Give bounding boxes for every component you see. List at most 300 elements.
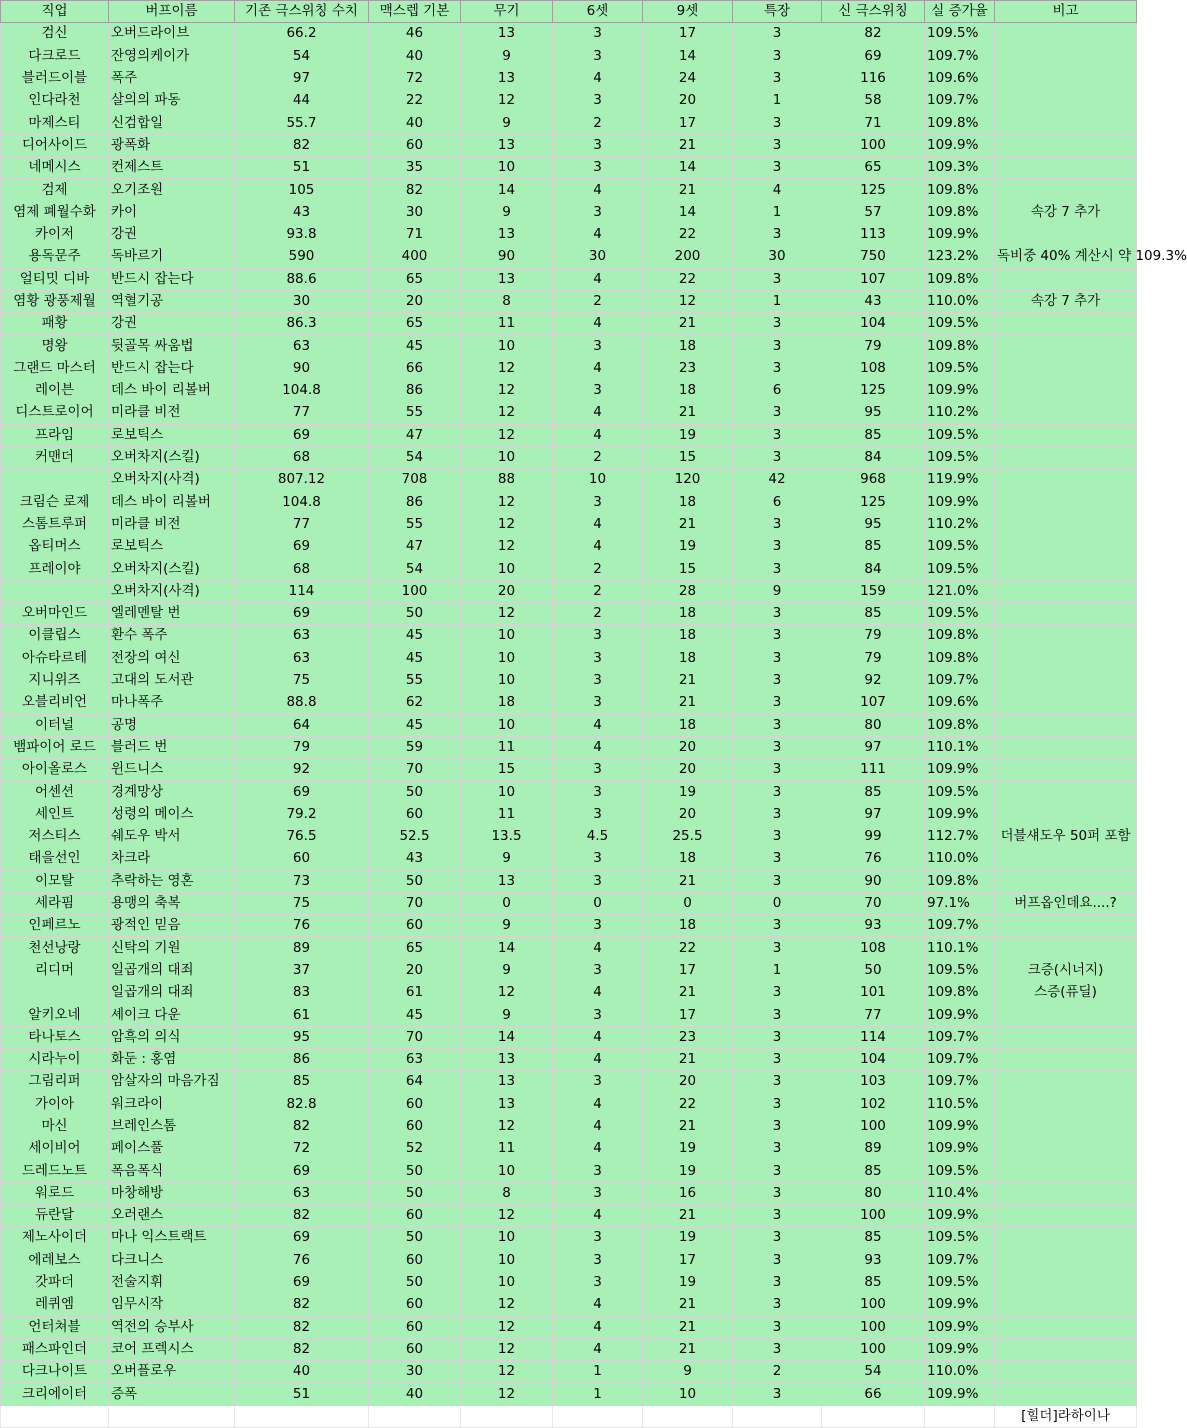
cell-feat[interactable]: 3 <box>733 67 822 89</box>
cell-weapon[interactable]: 11 <box>461 803 553 825</box>
cell-new[interactable]: 97 <box>822 803 925 825</box>
cell-job[interactable]: 인페르노 <box>1 915 109 937</box>
cell-new[interactable]: 85 <box>822 1227 925 1249</box>
cell-buff[interactable]: 윈드니스 <box>109 759 235 781</box>
cell-new[interactable]: 125 <box>822 380 925 402</box>
cell-rate[interactable]: 109.9% <box>925 380 995 402</box>
cell-old[interactable]: 104.8 <box>235 380 369 402</box>
cell-job[interactable]: 패황 <box>1 313 109 335</box>
cell-note[interactable] <box>995 558 1137 580</box>
cell-old[interactable]: 69 <box>235 1160 369 1182</box>
cell[interactable] <box>461 1405 553 1427</box>
cell-old[interactable]: 82 <box>235 1205 369 1227</box>
cell-new[interactable]: 85 <box>822 424 925 446</box>
cell-max[interactable]: 70 <box>369 759 461 781</box>
cell-set6[interactable]: 3 <box>553 134 643 156</box>
cell-new[interactable]: 92 <box>822 669 925 691</box>
cell-set6[interactable]: 4.5 <box>553 825 643 847</box>
cell-set6[interactable]: 2 <box>553 112 643 134</box>
cell-set9[interactable]: 19 <box>643 1160 733 1182</box>
cell-set9[interactable]: 21 <box>643 982 733 1004</box>
cell-new[interactable]: 100 <box>822 1294 925 1316</box>
cell-buff[interactable]: 역혈기공 <box>109 290 235 312</box>
cell-rate[interactable]: 109.9% <box>925 223 995 245</box>
cell-max[interactable]: 65 <box>369 937 461 959</box>
cell[interactable] <box>553 1405 643 1427</box>
cell-old[interactable]: 43 <box>235 201 369 223</box>
cell-set6[interactable]: 3 <box>553 201 643 223</box>
cell-max[interactable]: 50 <box>369 1160 461 1182</box>
cell-job[interactable]: 다크나이트 <box>1 1361 109 1383</box>
cell-rate[interactable]: 109.8% <box>925 982 995 1004</box>
cell-set6[interactable]: 4 <box>553 1093 643 1115</box>
cell-new[interactable]: 968 <box>822 469 925 491</box>
cell-feat[interactable]: 3 <box>733 1338 822 1360</box>
cell-buff[interactable]: 광폭화 <box>109 134 235 156</box>
cell-note[interactable] <box>995 937 1137 959</box>
cell-max[interactable]: 60 <box>369 1338 461 1360</box>
cell-rate[interactable]: 109.9% <box>925 134 995 156</box>
cell-set9[interactable]: 19 <box>643 1271 733 1293</box>
cell-set9[interactable]: 25.5 <box>643 825 733 847</box>
cell-rate[interactable]: 110.0% <box>925 290 995 312</box>
cell-feat[interactable]: 3 <box>733 937 822 959</box>
cell-note[interactable] <box>995 1071 1137 1093</box>
cell-note[interactable] <box>995 1004 1137 1026</box>
cell-old[interactable]: 79 <box>235 736 369 758</box>
cell-feat[interactable]: 3 <box>733 513 822 535</box>
cell-job[interactable]: 세이비어 <box>1 1138 109 1160</box>
cell-buff[interactable]: 고대의 도서관 <box>109 669 235 691</box>
cell-new[interactable]: 100 <box>822 1338 925 1360</box>
cell-set9[interactable]: 21 <box>643 179 733 201</box>
cell-max[interactable]: 60 <box>369 1316 461 1338</box>
cell-buff[interactable]: 카이 <box>109 201 235 223</box>
cell-note[interactable] <box>995 1160 1137 1182</box>
cell-feat[interactable]: 3 <box>733 1316 822 1338</box>
cell-old[interactable]: 66.2 <box>235 23 369 45</box>
cell-buff[interactable]: 용맹의 축복 <box>109 892 235 914</box>
cell-rate[interactable]: 123.2% <box>925 246 995 268</box>
cell-set6[interactable]: 4 <box>553 268 643 290</box>
cell-feat[interactable]: 6 <box>733 380 822 402</box>
cell-max[interactable]: 22 <box>369 90 461 112</box>
cell-set9[interactable]: 21 <box>643 1115 733 1137</box>
cell-rate[interactable]: 109.5% <box>925 446 995 468</box>
cell-note[interactable] <box>995 513 1137 535</box>
cell-buff[interactable]: 성령의 메이스 <box>109 803 235 825</box>
cell-rate[interactable]: 109.5% <box>925 959 995 981</box>
cell-buff[interactable]: 미라클 비전 <box>109 402 235 424</box>
cell-job[interactable]: 오버마인드 <box>1 603 109 625</box>
cell-feat[interactable]: 9 <box>733 580 822 602</box>
cell-old[interactable]: 30 <box>235 290 369 312</box>
cell-feat[interactable]: 3 <box>733 759 822 781</box>
cell-buff[interactable]: 오버드라이브 <box>109 23 235 45</box>
cell-max[interactable]: 70 <box>369 1026 461 1048</box>
cell-new[interactable]: 93 <box>822 915 925 937</box>
cell-set6[interactable]: 4 <box>553 536 643 558</box>
cell-job[interactable]: 아슈타르테 <box>1 647 109 669</box>
cell-feat[interactable]: 3 <box>733 603 822 625</box>
cell-weapon[interactable]: 10 <box>461 781 553 803</box>
cell-feat[interactable]: 3 <box>733 1026 822 1048</box>
cell-max[interactable]: 47 <box>369 424 461 446</box>
cell-note[interactable] <box>995 179 1137 201</box>
cell-set9[interactable]: 18 <box>643 380 733 402</box>
cell-job[interactable]: 어센션 <box>1 781 109 803</box>
cell-old[interactable]: 82 <box>235 1294 369 1316</box>
cell-set9[interactable]: 20 <box>643 736 733 758</box>
cell-rate[interactable]: 109.8% <box>925 179 995 201</box>
cell-note[interactable] <box>995 157 1137 179</box>
cell-feat[interactable]: 3 <box>733 424 822 446</box>
cell-feat[interactable]: 0 <box>733 892 822 914</box>
cell-buff[interactable]: 공명 <box>109 714 235 736</box>
cell-max[interactable]: 45 <box>369 1004 461 1026</box>
cell-set9[interactable]: 21 <box>643 1294 733 1316</box>
cell-set9[interactable]: 14 <box>643 201 733 223</box>
cell-new[interactable]: 97 <box>822 736 925 758</box>
cell-note[interactable] <box>995 1383 1137 1405</box>
cell-set9[interactable]: 21 <box>643 669 733 691</box>
cell-new[interactable]: 125 <box>822 491 925 513</box>
cell-job[interactable]: 뱀파이어 로드 <box>1 736 109 758</box>
cell-job[interactable]: 마제스티 <box>1 112 109 134</box>
cell-old[interactable]: 77 <box>235 513 369 535</box>
cell-feat[interactable]: 3 <box>733 669 822 691</box>
cell-set6[interactable]: 4 <box>553 937 643 959</box>
cell-set9[interactable]: 20 <box>643 803 733 825</box>
cell-set9[interactable]: 21 <box>643 1205 733 1227</box>
cell-weapon[interactable]: 12 <box>461 402 553 424</box>
cell-set9[interactable]: 18 <box>643 491 733 513</box>
cell-set9[interactable]: 21 <box>643 313 733 335</box>
cell-weapon[interactable]: 12 <box>461 357 553 379</box>
cell-set9[interactable]: 18 <box>643 714 733 736</box>
cell-rate[interactable]: 109.5% <box>925 1227 995 1249</box>
cell-note[interactable] <box>995 1316 1137 1338</box>
cell-job[interactable]: 그랜드 마스터 <box>1 357 109 379</box>
cell-new[interactable]: 100 <box>822 1205 925 1227</box>
cell-buff[interactable]: 광적인 믿음 <box>109 915 235 937</box>
cell-job[interactable]: 명왕 <box>1 335 109 357</box>
cell-buff[interactable]: 신검합일 <box>109 112 235 134</box>
cell-weapon[interactable]: 10 <box>461 335 553 357</box>
cell-set6[interactable]: 3 <box>553 915 643 937</box>
cell-set6[interactable]: 3 <box>553 1227 643 1249</box>
cell-feat[interactable]: 3 <box>733 714 822 736</box>
cell-new[interactable]: 43 <box>822 290 925 312</box>
cell-new[interactable]: 66 <box>822 1383 925 1405</box>
cell-feat[interactable]: 1 <box>733 90 822 112</box>
cell-max[interactable]: 62 <box>369 692 461 714</box>
cell-set6[interactable]: 3 <box>553 23 643 45</box>
cell-note[interactable] <box>995 1093 1137 1115</box>
cell-weapon[interactable]: 13 <box>461 1048 553 1070</box>
cell-note[interactable] <box>995 669 1137 691</box>
cell-new[interactable]: 54 <box>822 1361 925 1383</box>
cell-job[interactable]: 갓파더 <box>1 1271 109 1293</box>
cell[interactable] <box>925 1405 995 1427</box>
cell-set6[interactable]: 3 <box>553 380 643 402</box>
cell-rate[interactable]: 110.5% <box>925 1093 995 1115</box>
cell-rate[interactable]: 109.7% <box>925 1071 995 1093</box>
cell-new[interactable]: 84 <box>822 446 925 468</box>
cell-weapon[interactable]: 9 <box>461 45 553 67</box>
cell-max[interactable]: 50 <box>369 603 461 625</box>
cell-rate[interactable]: 109.7% <box>925 1249 995 1271</box>
cell-set9[interactable]: 23 <box>643 357 733 379</box>
cell-note[interactable] <box>995 1361 1137 1383</box>
cell-new[interactable]: 107 <box>822 692 925 714</box>
cell-old[interactable]: 92 <box>235 759 369 781</box>
cell-new[interactable]: 85 <box>822 1160 925 1182</box>
cell-rate[interactable]: 109.8% <box>925 201 995 223</box>
cell-max[interactable]: 40 <box>369 45 461 67</box>
cell-job[interactable]: 인다라천 <box>1 90 109 112</box>
cell-new[interactable]: 76 <box>822 848 925 870</box>
cell-job[interactable]: 패스파인더 <box>1 1338 109 1360</box>
cell-buff[interactable]: 환수 폭주 <box>109 625 235 647</box>
cell-buff[interactable]: 폭주 <box>109 67 235 89</box>
cell-weapon[interactable]: 12 <box>461 1338 553 1360</box>
cell-job[interactable]: 레퀴엠 <box>1 1294 109 1316</box>
cell-new[interactable]: 100 <box>822 134 925 156</box>
cell-old[interactable]: 69 <box>235 603 369 625</box>
cell-weapon[interactable]: 12 <box>461 491 553 513</box>
cell-buff[interactable]: 오버플로우 <box>109 1361 235 1383</box>
cell-set6[interactable]: 4 <box>553 1316 643 1338</box>
cell-feat[interactable]: 3 <box>733 848 822 870</box>
cell-weapon[interactable]: 10 <box>461 625 553 647</box>
cell-max[interactable]: 86 <box>369 491 461 513</box>
cell-rate[interactable]: 109.8% <box>925 268 995 290</box>
cell-max[interactable]: 35 <box>369 157 461 179</box>
cell-old[interactable]: 61 <box>235 1004 369 1026</box>
cell-old[interactable]: 76.5 <box>235 825 369 847</box>
cell-new[interactable]: 113 <box>822 223 925 245</box>
cell-set9[interactable]: 20 <box>643 90 733 112</box>
cell-new[interactable]: 79 <box>822 625 925 647</box>
cell-rate[interactable]: 109.8% <box>925 647 995 669</box>
cell-feat[interactable]: 3 <box>733 1160 822 1182</box>
cell-job[interactable]: 레이븐 <box>1 380 109 402</box>
cell-note[interactable] <box>995 446 1137 468</box>
cell-job[interactable]: 듀란달 <box>1 1205 109 1227</box>
cell[interactable] <box>643 1405 733 1427</box>
cell-weapon[interactable]: 14 <box>461 937 553 959</box>
cell-set9[interactable]: 19 <box>643 536 733 558</box>
cell-weapon[interactable]: 18 <box>461 692 553 714</box>
cell-note[interactable] <box>995 268 1137 290</box>
cell-weapon[interactable]: 90 <box>461 246 553 268</box>
cell-set9[interactable]: 17 <box>643 1249 733 1271</box>
cell-job[interactable]: 시라누이 <box>1 1048 109 1070</box>
cell-rate[interactable]: 109.6% <box>925 67 995 89</box>
cell-buff[interactable]: 쉐도우 박서 <box>109 825 235 847</box>
cell-set6[interactable]: 3 <box>553 959 643 981</box>
cell-set9[interactable]: 17 <box>643 23 733 45</box>
cell-feat[interactable]: 3 <box>733 781 822 803</box>
cell-old[interactable]: 75 <box>235 669 369 691</box>
cell-weapon[interactable]: 14 <box>461 179 553 201</box>
cell-note[interactable] <box>995 781 1137 803</box>
cell-old[interactable]: 76 <box>235 915 369 937</box>
cell-feat[interactable]: 3 <box>733 692 822 714</box>
cell-buff[interactable]: 강권 <box>109 223 235 245</box>
cell-note[interactable]: 속강 7 추가 <box>995 201 1137 223</box>
cell-max[interactable]: 61 <box>369 982 461 1004</box>
cell-set9[interactable]: 12 <box>643 290 733 312</box>
cell-buff[interactable]: 뒷골목 싸움법 <box>109 335 235 357</box>
cell-note[interactable]: 버프옵인데요....? <box>995 892 1137 914</box>
cell-set9[interactable]: 16 <box>643 1182 733 1204</box>
cell-max[interactable]: 30 <box>369 201 461 223</box>
cell-buff[interactable]: 코어 프렉시스 <box>109 1338 235 1360</box>
cell-old[interactable]: 63 <box>235 335 369 357</box>
cell-buff[interactable]: 마창해방 <box>109 1182 235 1204</box>
cell-set6[interactable]: 3 <box>553 803 643 825</box>
cell-weapon[interactable]: 9 <box>461 112 553 134</box>
cell-job[interactable] <box>1 982 109 1004</box>
cell-old[interactable]: 97 <box>235 67 369 89</box>
cell-set6[interactable]: 0 <box>553 892 643 914</box>
cell-new[interactable]: 69 <box>822 45 925 67</box>
cell-job[interactable]: 염제 폐월수화 <box>1 201 109 223</box>
cell-buff[interactable]: 일곱개의 대죄 <box>109 959 235 981</box>
cell-rate[interactable]: 97.1% <box>925 892 995 914</box>
cell-buff[interactable]: 오버차지(사격) <box>109 580 235 602</box>
cell-rate[interactable]: 109.9% <box>925 1316 995 1338</box>
cell-set9[interactable]: 21 <box>643 692 733 714</box>
cell-set6[interactable]: 4 <box>553 223 643 245</box>
cell-new[interactable]: 79 <box>822 647 925 669</box>
cell-old[interactable]: 104.8 <box>235 491 369 513</box>
cell-max[interactable]: 50 <box>369 1182 461 1204</box>
cell-buff[interactable]: 마나폭주 <box>109 692 235 714</box>
cell-new[interactable]: 85 <box>822 1271 925 1293</box>
cell-job[interactable]: 세라핌 <box>1 892 109 914</box>
cell-old[interactable]: 105 <box>235 179 369 201</box>
cell-buff[interactable]: 증폭 <box>109 1383 235 1405</box>
cell-weapon[interactable]: 10 <box>461 1271 553 1293</box>
cell-new[interactable]: 159 <box>822 580 925 602</box>
cell-set6[interactable]: 2 <box>553 603 643 625</box>
cell-feat[interactable]: 3 <box>733 1294 822 1316</box>
cell-rate[interactable]: 109.7% <box>925 915 995 937</box>
cell-weapon[interactable]: 13.5 <box>461 825 553 847</box>
cell-note[interactable] <box>995 1182 1137 1204</box>
cell-new[interactable]: 82 <box>822 23 925 45</box>
cell-note[interactable] <box>995 580 1137 602</box>
cell-max[interactable]: 55 <box>369 402 461 424</box>
cell-new[interactable]: 85 <box>822 536 925 558</box>
cell-rate[interactable]: 110.4% <box>925 1182 995 1204</box>
cell-job[interactable]: 아이올로스 <box>1 759 109 781</box>
cell-job[interactable]: 프레이야 <box>1 558 109 580</box>
cell-new[interactable]: 80 <box>822 714 925 736</box>
cell-old[interactable]: 86.3 <box>235 313 369 335</box>
cell-note[interactable] <box>995 848 1137 870</box>
cell-new[interactable]: 101 <box>822 982 925 1004</box>
cell-buff[interactable]: 임무시작 <box>109 1294 235 1316</box>
cell-weapon[interactable]: 88 <box>461 469 553 491</box>
cell-set6[interactable]: 4 <box>553 67 643 89</box>
cell-buff[interactable]: 오버차지(스킬) <box>109 558 235 580</box>
cell-weapon[interactable]: 10 <box>461 1249 553 1271</box>
cell-job[interactable]: 염황 광풍제월 <box>1 290 109 312</box>
cell-note[interactable] <box>995 112 1137 134</box>
cell-job[interactable]: 알키오네 <box>1 1004 109 1026</box>
cell-new[interactable]: 85 <box>822 603 925 625</box>
cell-set6[interactable]: 3 <box>553 692 643 714</box>
cell-rate[interactable]: 109.7% <box>925 45 995 67</box>
cell-set6[interactable]: 2 <box>553 558 643 580</box>
cell-weapon[interactable]: 12 <box>461 90 553 112</box>
cell-weapon[interactable]: 11 <box>461 313 553 335</box>
cell-feat[interactable]: 3 <box>733 870 822 892</box>
cell-buff[interactable]: 마나 익스트랙트 <box>109 1227 235 1249</box>
cell-note[interactable] <box>995 759 1137 781</box>
cell-max[interactable]: 65 <box>369 313 461 335</box>
cell-job[interactable]: 이클립스 <box>1 625 109 647</box>
cell-buff[interactable]: 암살자의 마음가짐 <box>109 1071 235 1093</box>
cell-max[interactable]: 60 <box>369 1294 461 1316</box>
cell-set6[interactable]: 3 <box>553 1071 643 1093</box>
cell-job[interactable]: 이터널 <box>1 714 109 736</box>
cell-weapon[interactable]: 10 <box>461 1227 553 1249</box>
cell-feat[interactable]: 3 <box>733 335 822 357</box>
cell-rate[interactable]: 109.9% <box>925 1205 995 1227</box>
cell-new[interactable]: 70 <box>822 892 925 914</box>
cell-max[interactable]: 54 <box>369 558 461 580</box>
cell-old[interactable]: 51 <box>235 1383 369 1405</box>
cell-rate[interactable]: 119.9% <box>925 469 995 491</box>
cell-set6[interactable]: 3 <box>553 157 643 179</box>
cell-old[interactable]: 82 <box>235 1316 369 1338</box>
cell-old[interactable]: 82 <box>235 1115 369 1137</box>
cell-max[interactable]: 60 <box>369 134 461 156</box>
cell-new[interactable]: 100 <box>822 1115 925 1137</box>
cell-weapon[interactable]: 12 <box>461 603 553 625</box>
cell-weapon[interactable]: 13 <box>461 1071 553 1093</box>
cell-set9[interactable]: 19 <box>643 1138 733 1160</box>
cell-feat[interactable]: 3 <box>733 625 822 647</box>
cell-note[interactable] <box>995 1338 1137 1360</box>
cell-rate[interactable]: 109.8% <box>925 335 995 357</box>
cell-old[interactable]: 93.8 <box>235 223 369 245</box>
cell-job[interactable]: 용독문주 <box>1 246 109 268</box>
cell-old[interactable]: 72 <box>235 1138 369 1160</box>
cell-rate[interactable]: 109.9% <box>925 1338 995 1360</box>
cell-job[interactable]: 크리에이터 <box>1 1383 109 1405</box>
cell-feat[interactable]: 3 <box>733 1071 822 1093</box>
cell-feat[interactable]: 1 <box>733 201 822 223</box>
cell-note[interactable]: 크증(시너지) <box>995 959 1137 981</box>
cell-set6[interactable]: 3 <box>553 1004 643 1026</box>
cell-note[interactable] <box>995 603 1137 625</box>
cell-feat[interactable]: 3 <box>733 536 822 558</box>
cell-buff[interactable]: 엘레멘탈 번 <box>109 603 235 625</box>
cell-set9[interactable]: 17 <box>643 1004 733 1026</box>
cell-set6[interactable]: 4 <box>553 736 643 758</box>
cell-rate[interactable]: 109.8% <box>925 112 995 134</box>
cell-set9[interactable]: 22 <box>643 1093 733 1115</box>
cell-weapon[interactable]: 12 <box>461 536 553 558</box>
cell-new[interactable]: 104 <box>822 1048 925 1070</box>
cell-rate[interactable]: 109.8% <box>925 714 995 736</box>
